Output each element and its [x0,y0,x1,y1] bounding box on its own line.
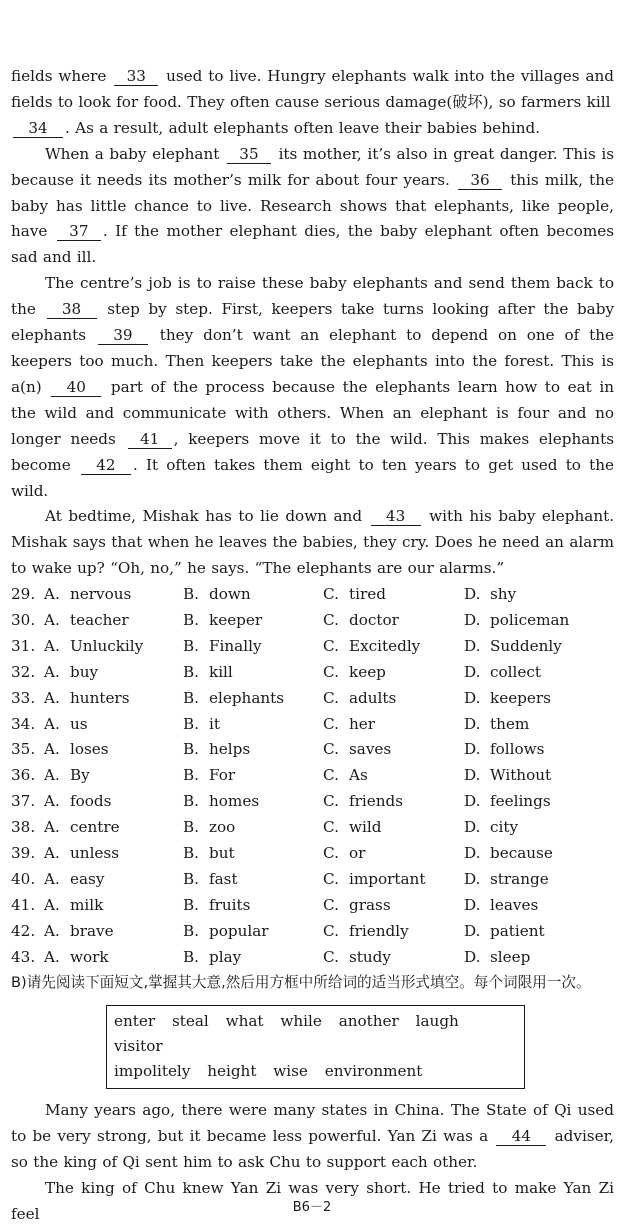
option-a[interactable]: A. By [44,766,90,785]
option-row-29 [11,582,614,608]
option-row-41 [11,893,614,919]
option-row-38 [11,815,614,841]
word-item: steal [171,1012,209,1031]
question-number: 32. [11,662,36,681]
blank-33[interactable]: 33 [114,68,158,86]
option-a[interactable]: A. hunters [44,688,130,707]
section-b-instruction: B)请先阅读下面短文,掌握其大意,然后用方框中所给词的适当形式填空。每个词限用一次。 [11,974,591,992]
option-a[interactable]: A. buy [44,662,99,681]
word-item: what [225,1012,264,1031]
blank-42[interactable]: 42 [81,457,131,475]
word-item: another [338,1012,399,1031]
word-box [106,1005,525,1089]
question-number: 33. [11,688,36,707]
question-number: 36. [11,766,36,785]
word-item: while [280,1012,322,1031]
question-number: 30. [11,611,36,630]
option-b[interactable]: B. keeper [183,611,263,630]
option-c[interactable]: C. wild [323,818,382,837]
word-item: environment [324,1062,423,1081]
option-b[interactable]: B. it [183,714,220,733]
option-b[interactable]: B. homes [183,792,260,811]
option-c[interactable]: C. doctor [323,611,399,630]
section-b-paragraph-1: Many years ago, there were many states in China. The State of Qi used to be very strong, but it became less powerful. Yan Zi was a 44 adviser, so the king of Qi sent him to ask Chu to support each other. [11,1101,615,1172]
option-row-39 [11,841,614,867]
blank-34[interactable]: 34 [13,120,63,138]
option-a[interactable]: A. milk [44,895,104,914]
question-number: 38. [11,818,36,837]
option-d[interactable]: D. follows [464,740,545,759]
option-c[interactable]: C. As [323,766,368,785]
option-d[interactable]: D. them [464,714,530,733]
option-c[interactable]: C. grass [323,895,391,914]
option-b[interactable]: B. fruits [183,895,251,914]
option-a[interactable]: A. unless [44,844,119,863]
option-a[interactable]: A. us [44,714,88,733]
word-box-row-2 [114,1059,524,1084]
question-number: 39. [11,844,36,863]
option-b[interactable]: B. but [183,844,235,863]
option-d[interactable]: D. collect [464,662,541,681]
option-row-43 [11,945,614,971]
worksheet-page [11,64,614,1228]
blank-43[interactable]: 43 [371,508,421,526]
option-b[interactable]: B. Finally [183,636,262,655]
question-number: 43. [11,947,36,966]
word-item: laugh [415,1012,459,1031]
option-d[interactable]: D. feelings [464,792,551,811]
blank-40[interactable]: 40 [51,379,101,397]
option-a[interactable]: A. centre [44,818,120,837]
option-row-37 [11,789,614,815]
option-c[interactable]: C. saves [323,740,392,759]
option-b[interactable]: B. For [183,766,236,785]
option-row-40 [11,867,614,893]
option-d[interactable]: D. sleep [464,947,531,966]
options-list [11,582,614,970]
word-item: visitor [114,1037,163,1056]
option-a[interactable]: A. Unluckily [44,636,144,655]
blank-35[interactable]: 35 [227,146,271,164]
option-d[interactable]: D. shy [464,585,517,604]
blank-38[interactable]: 38 [47,301,97,319]
option-d[interactable]: D. policeman [464,611,570,630]
passage-paragraph-1: fields where 33 used to live. Hungry elephants walk into the villages and fields to look for food. They often cause serious damage(破坏), so farmers kill 34 . As a result, adult elephants often leave their babies behind. [11,67,615,137]
option-a[interactable]: A. brave [44,921,114,940]
option-row-42 [11,919,614,945]
option-b[interactable]: B. zoo [183,818,236,837]
question-number: 31. [11,636,36,655]
option-c[interactable]: C. adults [323,688,397,707]
blank-44[interactable]: 44 [496,1128,546,1146]
option-a[interactable]: A. nervous [44,585,132,604]
word-item: enter [114,1012,156,1031]
option-d[interactable]: D. because [464,844,553,863]
section-b-paragraph-2: The king of Chu knew Yan Zi was very short. He tried to make Yan Zi feel [11,1179,614,1224]
option-a[interactable]: A. easy [44,869,105,888]
option-row-32 [11,660,614,686]
option-c[interactable]: C. friends [323,792,404,811]
option-row-33 [11,686,614,712]
question-number: 35. [11,740,36,759]
option-c[interactable]: C. friendly [323,921,409,940]
word-item: impolitely [114,1062,191,1081]
option-c[interactable]: C. tired [323,585,386,604]
option-b[interactable]: B. elephants [183,688,285,707]
question-number: 29. [11,585,36,604]
option-d[interactable]: D. Without [464,766,552,785]
blank-41[interactable]: 41 [128,431,172,449]
option-d[interactable]: D. strange [464,869,549,888]
option-b[interactable]: B. helps [183,740,251,759]
option-row-36 [11,763,614,789]
option-b[interactable]: B. popular [183,921,269,940]
option-c[interactable]: C. her [323,714,376,733]
option-c[interactable]: C. or [323,844,366,863]
question-number: 40. [11,869,36,888]
option-d[interactable]: D. Suddenly [464,636,562,655]
passage-paragraph-2: When a baby elephant 35 its mother, it’s also in great danger. This is because it needs its mother’s milk for about four years. 36 this milk, the baby has little chance to live. Research shows that elephants, like people, have 37 . If the mother elephant dies, the baby elephant often becomes sad and ill. [11,144,615,267]
passage-paragraph-4: At bedtime, Mishak has to lie down and 43 with his baby elephant. Mishak says that when he leaves the babies, they cry. Does he need an alarm to wake up? “Oh, no,” he says. “The elephants are our alarms.” [11,507,615,578]
option-a[interactable]: A. loses [44,740,109,759]
blank-39[interactable]: 39 [98,327,148,345]
question-number: 34. [11,714,36,733]
option-b[interactable]: B. fast [183,869,238,888]
option-b[interactable]: B. play [183,947,242,966]
option-c[interactable]: C. keep [323,662,386,681]
option-c[interactable]: C. Excitedly [323,636,421,655]
passage-paragraph-3: The centre’s job is to raise these baby elephants and send them back to the 38 step by step. First, keepers take turns looking after the baby elephants 39 they don’t want an elephant to depend on one of the keepers too much. Then keepers take the elephants into the forest. This is a(n) 40 part of the process because the elephants learn how to eat in the wild and communicate with others. When an elephant is four and no longer needs 41 , keepers move it to the wild. This makes elephants become 42 . It often takes them eight to ten years to get used to the wild. [11,274,615,500]
option-d[interactable]: D. patient [464,921,545,940]
option-b[interactable]: B. kill [183,662,233,681]
page-footer: B6－2 [292,1200,332,1215]
word-item: wise [273,1062,308,1081]
blank-36[interactable]: 36 [458,172,502,190]
word-box-row-1 [114,1009,524,1059]
question-number: 42. [11,921,36,940]
blank-37[interactable]: 37 [57,223,101,241]
question-number: 37. [11,792,36,811]
option-c[interactable]: C. study [323,947,391,966]
option-row-31 [11,634,614,660]
question-number: 41. [11,895,36,914]
option-row-35 [11,737,614,763]
option-a[interactable]: A. foods [44,792,112,811]
option-a[interactable]: A. teacher [44,611,129,630]
option-d[interactable]: D. keepers [464,688,551,707]
option-d[interactable]: D. leaves [464,895,539,914]
option-row-34 [11,712,614,738]
option-a[interactable]: A. work [44,947,109,966]
option-c[interactable]: C. important [323,869,426,888]
option-d[interactable]: D. city [464,818,519,837]
word-item: height [207,1062,257,1081]
option-b[interactable]: B. down [183,585,251,604]
option-row-30 [11,608,614,634]
